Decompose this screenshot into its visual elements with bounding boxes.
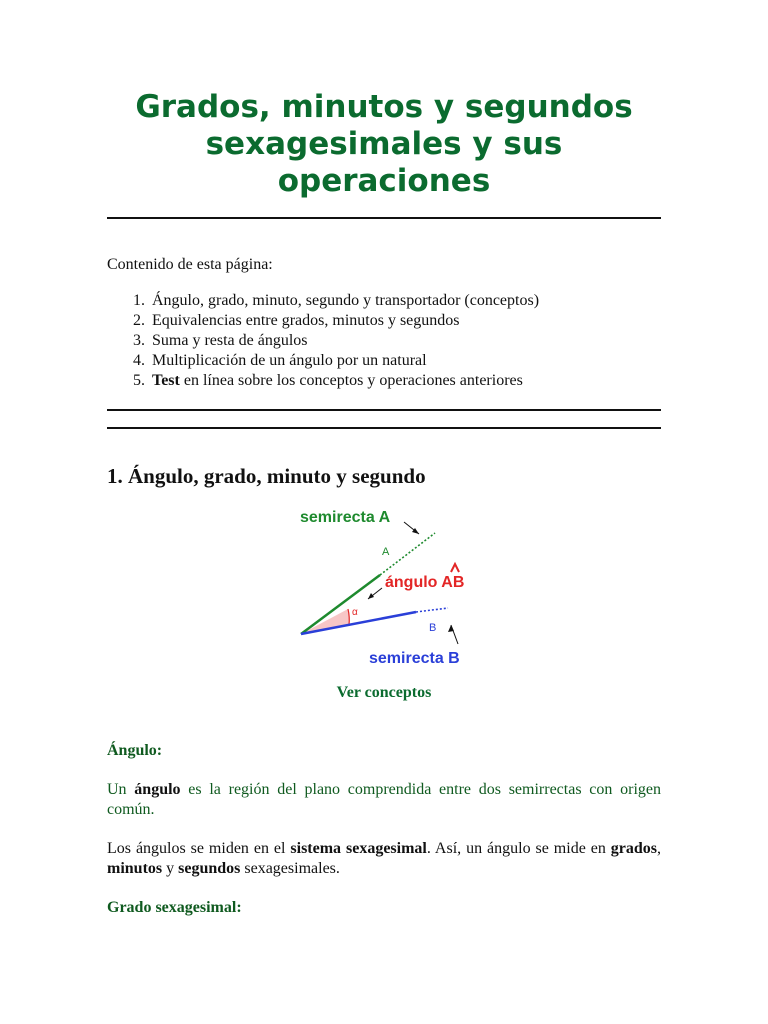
alpha-label: α [352,607,358,618]
arrowhead [448,625,454,632]
toc-item-number: 1. [133,292,145,309]
toc-link-equivalencias[interactable]: Equivalencias entre grados, minutos y segundos [152,312,460,329]
toc-item [107,371,661,391]
divider [107,409,661,411]
page-title: Grados, minutos y segundos sexagesimales y sus operaciones [135,89,633,199]
measure-paragraph: Los ángulos se miden en el sistema sexagesimal. Así, un ángulo se mide en grados, minutos y segundos sexagesimales. [107,840,662,877]
grado-heading: Grado sexagesimal: [107,899,242,916]
angulo-definition: Un ángulo es la región del plano comprendida entre dos semirrectas con origen común. [107,781,661,818]
ray-b-extension [416,608,448,612]
semirecta-b-label: semirecta B [369,650,460,667]
toc-link-multiplicacion[interactable]: Multiplicación de un ángulo por un natural [152,352,427,369]
toc-heading: Contenido de esta página: [107,256,273,273]
toc-item-number: 5. [133,372,145,389]
angle-hat-mark [451,564,459,572]
toc-item-number: 2. [133,312,145,329]
toc-link-conceptos[interactable]: Ángulo, grado, minuto, segundo y transportador (conceptos) [152,292,540,309]
arrowhead [368,593,374,599]
toc-item-number: 4. [133,352,145,369]
divider [107,427,661,429]
toc-item [107,311,661,331]
toc-item [107,331,661,351]
ver-conceptos-link[interactable]: Ver conceptos [336,684,432,701]
angulo-heading: Ángulo: [107,742,163,759]
point-a-label: A [382,546,390,558]
toc-link-suma-resta[interactable]: Suma y resta de ángulos [152,332,308,349]
angle-diagram[interactable] [298,502,470,670]
angulo-ab-label: ángulo AB [385,574,465,591]
toc-item [107,291,661,311]
toc-link-test[interactable]: Test en línea sobre los conceptos y operaciones anteriores [152,372,523,389]
toc-item-number: 3. [133,332,145,349]
toc-list [107,291,661,391]
toc-item [107,351,661,371]
divider [107,217,661,219]
semirecta-a-label: semirecta A [300,509,391,526]
ray-b [301,612,416,634]
section-title: 1. Ángulo, grado, minuto y segundo [107,464,426,488]
point-b-label: B [429,622,437,634]
